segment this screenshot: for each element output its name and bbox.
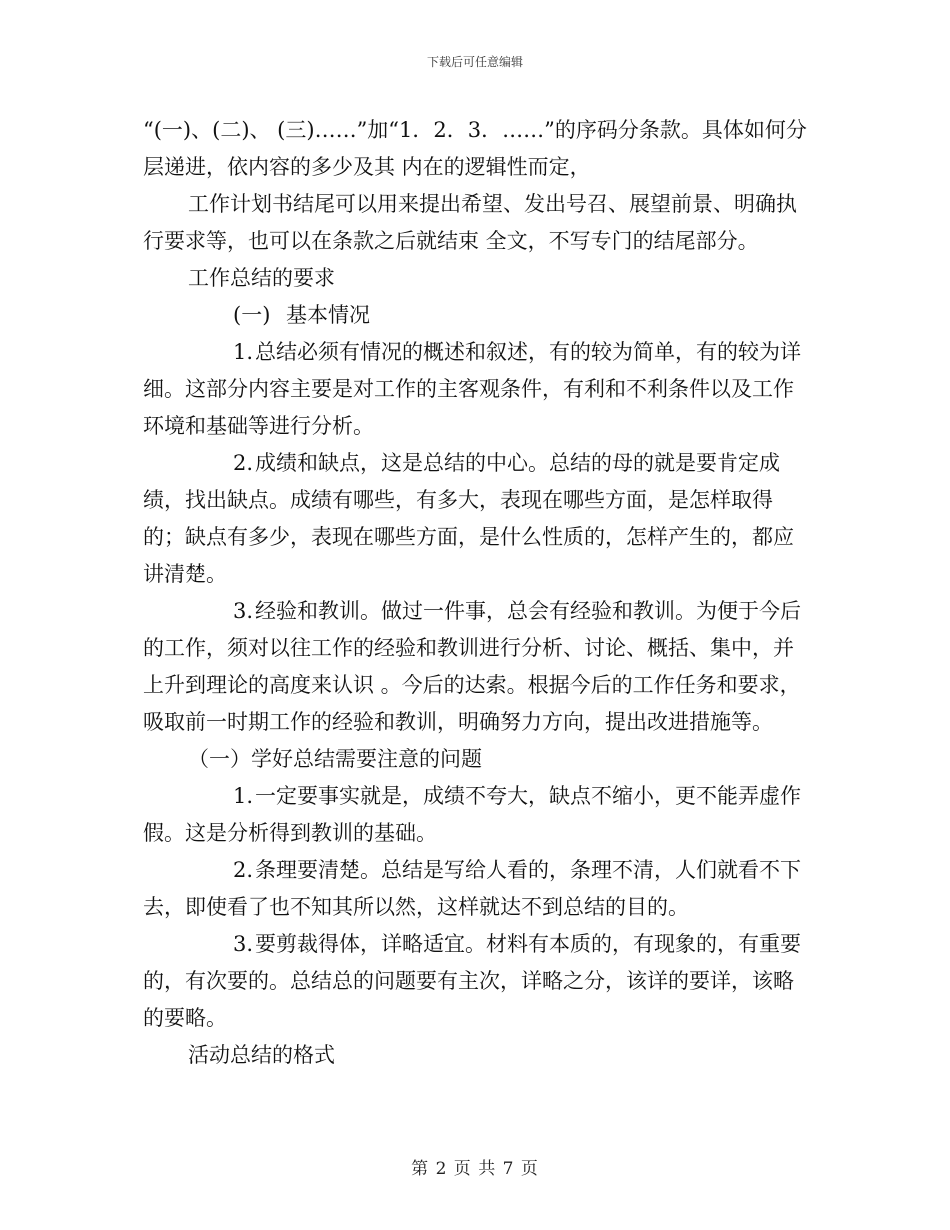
heading-number: (一): [233, 303, 271, 327]
item-text: 成绩和缺点，这是总结的中心。总结的母的就是要肯定成绩，找出缺点。成绩有哪些，有多大，表现在哪些方面，是怎样取得的；缺点有多少，表现在哪些方面，是什么性质的，怎样产生的，都应讲清楚。: [143, 451, 794, 586]
list-item-detail: [143, 926, 809, 1037]
document-body: [143, 112, 809, 1074]
item-number: 1.: [233, 784, 254, 808]
list-item-clarity: [143, 852, 809, 926]
list-item-achievements: [143, 445, 809, 593]
heading-activity-format: 活动总结的格式: [188, 1043, 335, 1067]
item-text: 一定要事实就是，成绩不夸大，缺点不缩小，更不能弄虚作假。这是分析得到教训的基础。: [143, 784, 801, 845]
heading-text: 基本情况: [286, 303, 370, 327]
heading-summary-requirements: 工作总结的要求: [188, 266, 335, 290]
item-number: 1.: [233, 340, 254, 364]
list-item-overview: [143, 334, 809, 445]
item-number: 2.: [233, 858, 254, 882]
list-item-truthful: [143, 778, 809, 852]
paragraph-plan-ending: 工作计划书结尾可以用来提出希望、发出号召、展望前景、明确执行要求等，也可以在条款之后就结束 全文，不写专门的结尾部分。: [143, 192, 797, 253]
item-number: 3.: [233, 599, 254, 623]
item-text: 要剪裁得体，详略适宜。材料有本质的，有现象的，有重要的，有次要的。总结总的问题要有主次，详略之分，该详的要详，该略的要略。: [143, 932, 801, 1030]
heading-notes: （一）学好总结需要注意的问题: [188, 747, 482, 771]
item-text: 总结必须有情况的概述和叙述，有的较为简单，有的较为详细。这部分内容主要是对工作的主客观条件，有利和不利条件以及工作环境和基础等进行分析。: [143, 340, 801, 438]
item-text: 经验和教训。做过一件事，总会有经验和教训。为便于今后的工作，须对以往工作的经验和教训进行分析、讨论、概括、集中，并上升到理论的高度来认识 。今后的达索。根据今后的工作任务和要求，吸取前一时期工作的经验和教训，明确努力方向，提出改进措施等。: [143, 599, 801, 734]
item-number: 2.: [233, 451, 254, 475]
page-number: 第 2 页 共 7 页: [411, 1159, 539, 1179]
page-header: 下载后可任意编辑: [426, 55, 523, 69]
item-number: 3.: [233, 932, 254, 956]
item-text: 条理要清楚。总结是写给人看的，条理不清，人们就看不下去，即使看了也不知其所以然，这样就达不到总结的目的。: [143, 858, 801, 919]
heading-basic-situation: [143, 297, 809, 334]
paragraph-numbering-rules: “(一)、(二)、 (三)……”加“1．2．3．……”的序码分条款。具体如何分层递进，依内容的多少及其 内在的逻辑性而定，: [143, 118, 807, 179]
list-item-lessons: [143, 593, 809, 741]
